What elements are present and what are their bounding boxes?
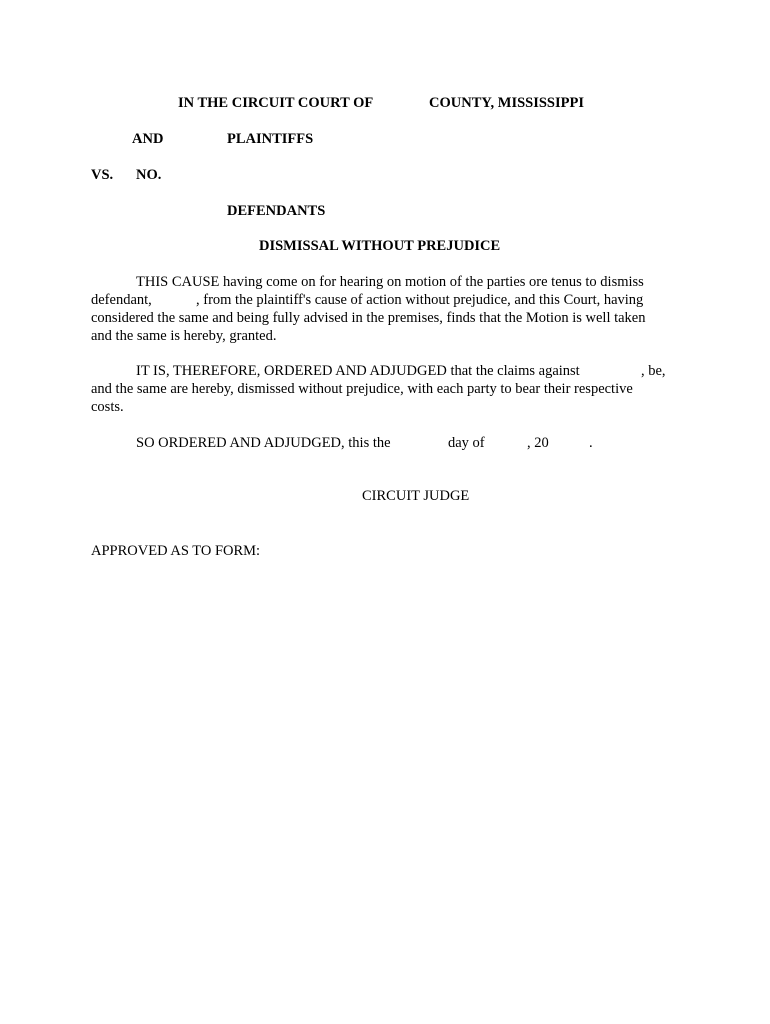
paragraph-order-line-1 bbox=[91, 362, 675, 380]
paragraph-findings-line-2-rest: , from the plaintiff's cause of action without prejudice, and this Court, having bbox=[196, 292, 644, 308]
year-prefix-text: , 20 bbox=[527, 435, 549, 451]
paragraph-order bbox=[91, 362, 675, 416]
vs-label: VS. bbox=[91, 167, 114, 183]
paragraph-order-line-1-start: IT IS, THEREFORE, ORDERED AND ADJUDGED that the claims against bbox=[136, 363, 580, 379]
day-of-text: day of bbox=[448, 435, 485, 451]
and-label: AND bbox=[132, 131, 164, 147]
document-title: DISMISSAL WITHOUT PREJUDICE bbox=[259, 238, 501, 254]
paragraph-findings-line-2 bbox=[91, 291, 675, 309]
sentence-period: . bbox=[589, 435, 593, 451]
so-ordered-text: SO ORDERED AND ADJUDGED, this the bbox=[136, 435, 391, 451]
circuit-judge-label: CIRCUIT JUDGE bbox=[362, 488, 470, 504]
court-heading-right: COUNTY, MISSISSIPPI bbox=[429, 95, 584, 111]
defendants-label: DEFENDANTS bbox=[227, 203, 326, 219]
paragraph-findings-line-4: and the same is hereby, granted. bbox=[91, 328, 277, 344]
defendant-label: defendant, bbox=[91, 292, 152, 308]
paragraph-order-line-2: and the same are hereby, dismissed without prejudice, with each party to bear their respective bbox=[91, 381, 633, 397]
paragraph-findings-line-1: THIS CAUSE having come on for hearing on motion of the parties ore tenus to dismiss bbox=[136, 274, 644, 290]
approved-as-to-form-label: APPROVED AS TO FORM: bbox=[91, 543, 261, 559]
paragraph-order-line-1-end: , be, bbox=[641, 363, 666, 379]
paragraph-findings bbox=[91, 273, 675, 345]
plaintiffs-label: PLAINTIFFS bbox=[227, 131, 314, 147]
paragraph-order-line-3: costs. bbox=[91, 399, 124, 415]
paragraph-findings-line-3: considered the same and being fully advised in the premises, finds that the Motion is well taken bbox=[91, 310, 646, 326]
case-number-label: NO. bbox=[136, 167, 162, 183]
court-heading-left: IN THE CIRCUIT COURT OF bbox=[178, 95, 374, 111]
